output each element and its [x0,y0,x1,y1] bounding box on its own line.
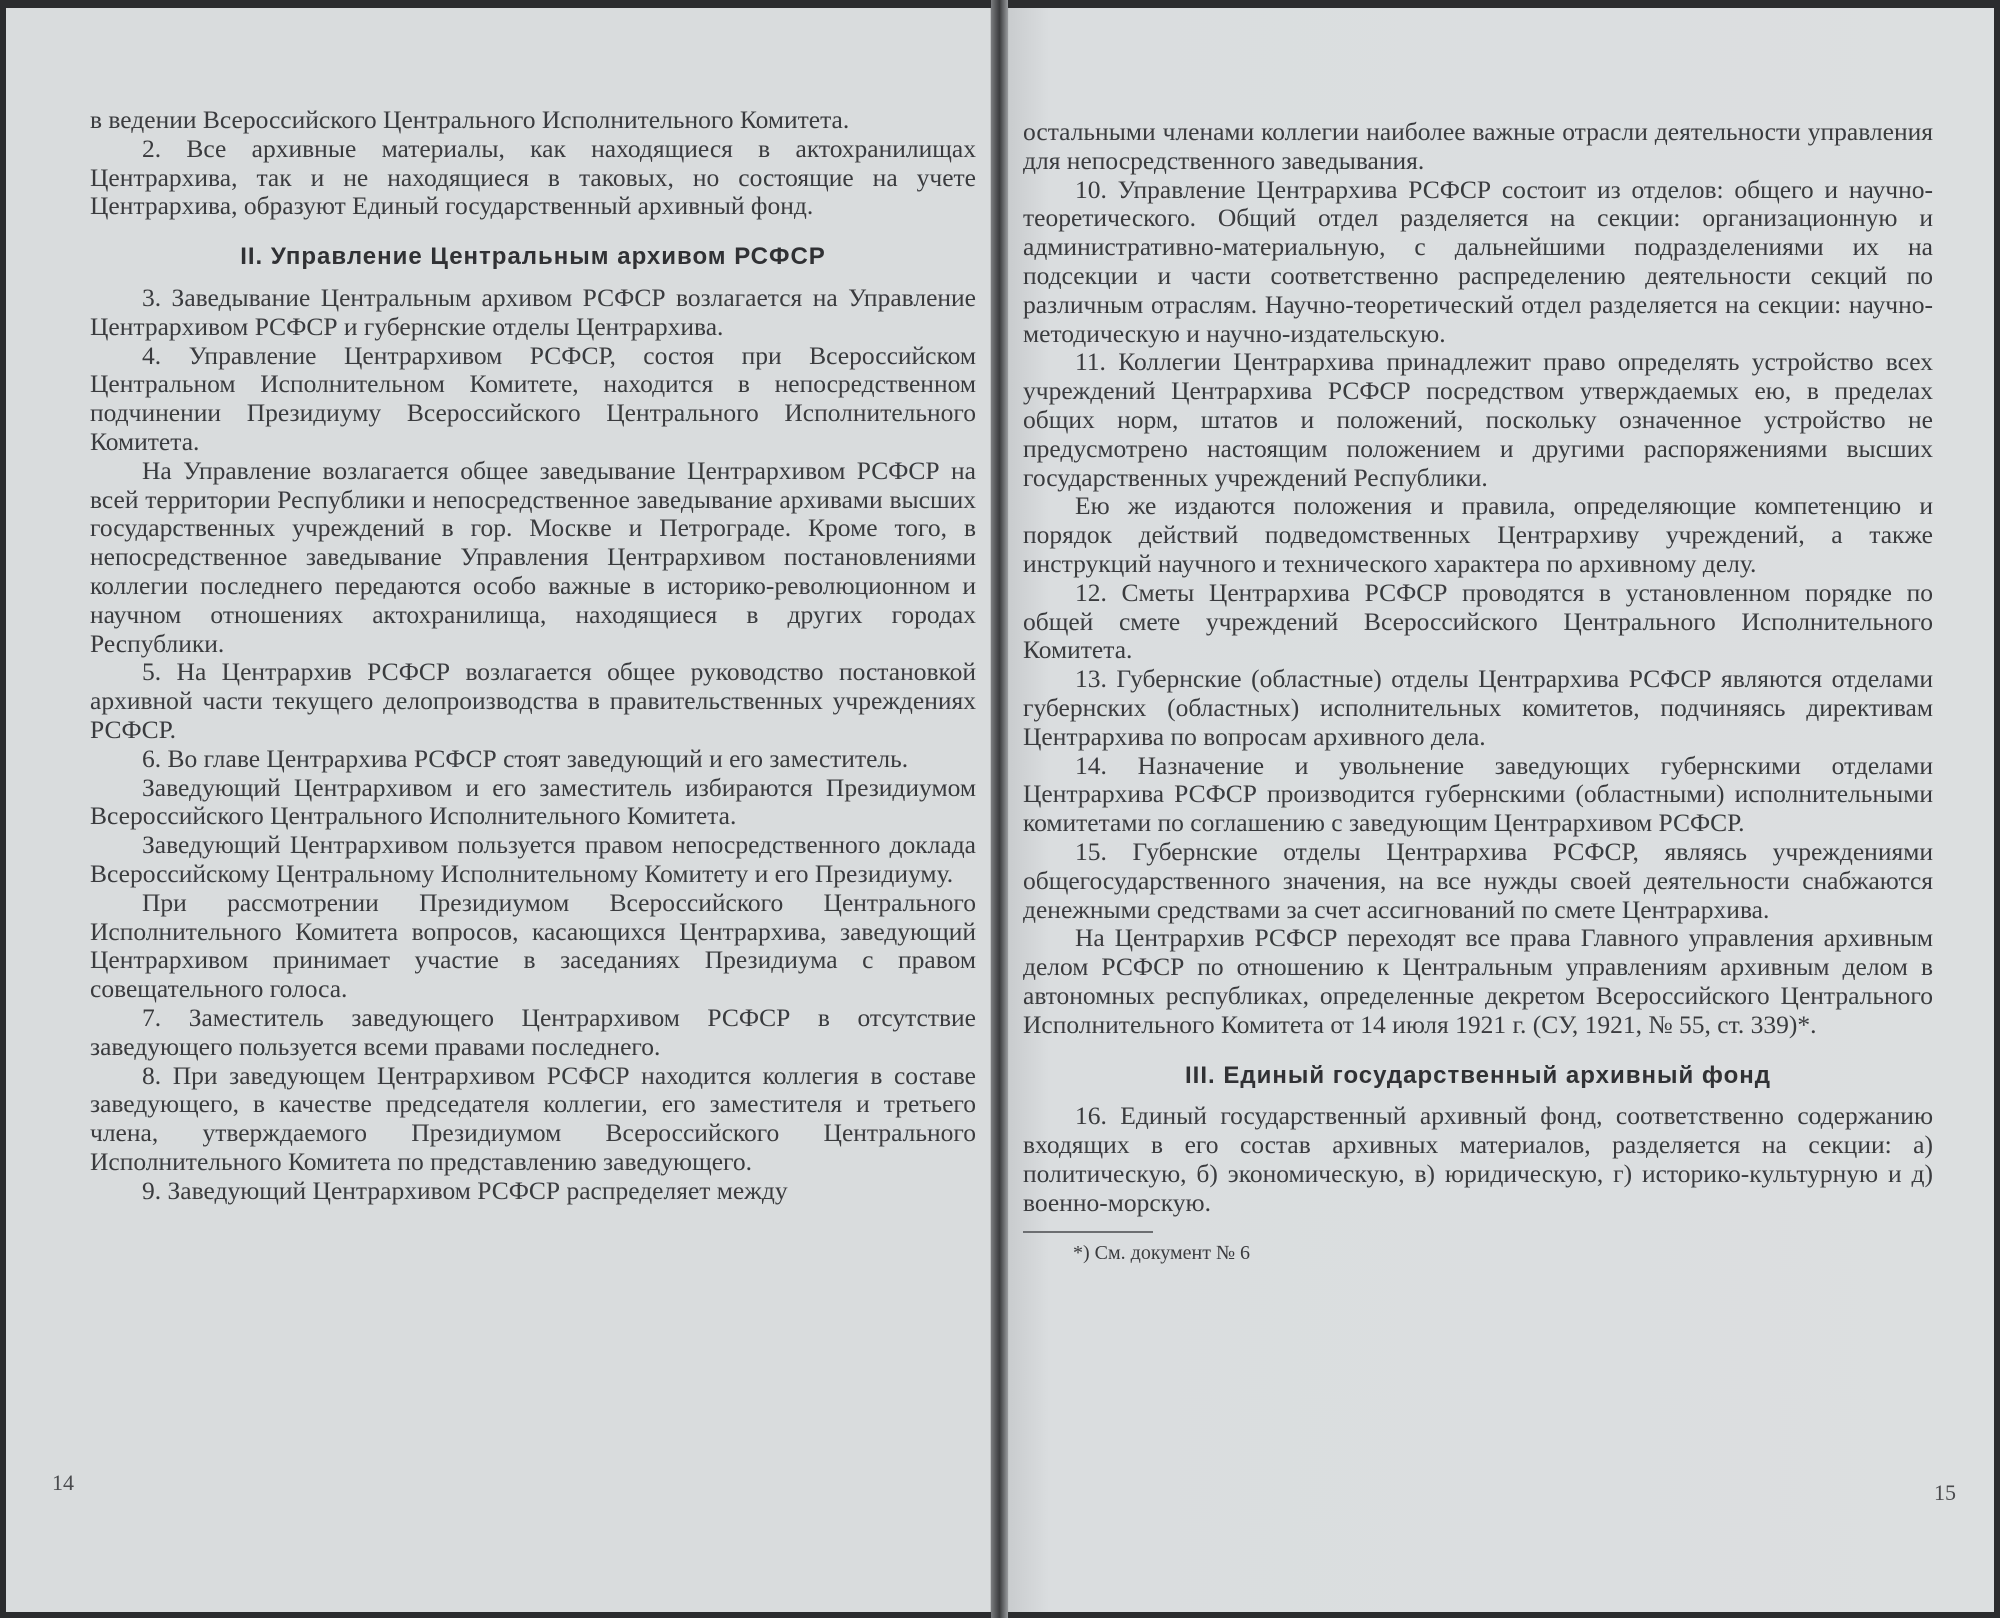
paragraph-5: 5. На Центрархив РСФСР возлагается общее руководство постановкой архивной части текущего делопроизводства в правительственных учреждениях РСФСР. [90,657,976,744]
left-page [6,8,991,1612]
paragraph-1-continuation: в ведении Всероссийского Центрального Исполнительного Комитета. [90,105,850,134]
right-page-text [1023,118,1933,1265]
paragraph-7: 7. Заместитель заведующего Центрархивом РСФСР в отсутствие заведующего пользуется всеми правами последнего. [90,1002,976,1061]
paragraph-14: 14. Назначение и увольнение заведующих губернскими отделами Центрархива РСФСР производится губернскими (областными) исполнительными комитетами по соглашению с заведующим Центрархивом РСФСР. [1023,750,1933,838]
section-3-heading: III. Единый государственный архивный фонд [1185,1061,1771,1089]
paragraph-3: 3. Заведывание Центральным архивом РСФСР возлагается на Управление Центрархивом РСФСР и губернские отделы Центрархива. [90,282,976,341]
paragraph-2: 2. Все архивные материалы, как находящиеся в актохранилищах Центрархива, так и не находящиеся в таковых, но состоящие на учете Центрархива, образуют Единый государственный архивный фонд. [90,133,976,221]
paragraph-13: 13. Губернские (областные) отделы Центрархива РСФСР являются отделами губернских (областных) исполнительных комитетов, подчиняясь директивам Центрархива по вопросам архивного дела. [1023,664,1933,751]
section-2-heading: II. Управление Центральным архивом РСФСР [240,243,826,271]
paragraph-4b: На Управление возлагается общее заведывание Центрархивом РСФСР на всей территории Республики и непосредственное заведывание архивами высших государственных учреждений в гор. Москве и Петрограде. Кроме того, в непосредственное заведывание Управления Центрархивом постановлениями коллегии последнего передаются особо важные в историко-революционном и научном отношениях актохранилища, находящиеся в других городах Республики. [90,455,976,658]
paragraph-6c: Заведующий Центрархивом пользуется правом непосредственного доклада Всероссийскому Центральному Исполнительному Комитету и его Президиуму. [90,830,976,888]
paragraph-10: 10. Управление Центрархива РСФСР состоит из отделов: общего и научно-теоретического. Общий отдел разделяется на секции: организационную и административно-материальную, с дальнейшими подразделениями их на подсекции и части соответственно распределению деятельности секций по различным отраслям. Научно-теоретический отдел разделяется на секции: научно-методическую и научно-издательскую. [1023,174,1933,348]
left-page-text [90,106,976,1205]
footnote-rule [1023,1231,1153,1233]
paragraph-6b: Заведующий Центрархивом и его заместитель избираются Президиумом Всероссийского Центрального Исполнительного Комитета. [90,772,976,831]
paragraph-8: 8. При заведующем Центрархивом РСФСР находится коллегия в составе заведующего, в качестве председателя коллегии, его заместителя и третьего члена, утверждаемого Президиумом Всероссийского Центрального Исполнительного Комитета по представлению заведующего. [90,1060,976,1176]
paragraph-16: 16. Единый государственный архивный фонд, соответственно содержанию входящих в его состав архивных материалов, разделяется на секции: а) политическую, б) экономическую, в) юридическую, г) историко-культурную и д) военно-морскую. [1023,1101,1933,1217]
page-number-right: 15 [1934,1480,1956,1505]
book-gutter [991,0,1008,1618]
paragraph-12: 12. Сметы Центрархива РСФСР проводятся в установленном порядке по общей смете учреждений Всероссийского Центрального Исполнительного Комитета. [1023,577,1933,665]
paragraph-15: 15. Губернские отделы Центрархива РСФСР, являясь учреждениями общегосударственного значения, на все нужды своей деятельности снабжаются денежными средствами за счет ассигнований по смете Центрархива. [1023,836,1933,924]
page-number-left: 14 [52,1470,74,1495]
paragraph-9-continuation: остальными членами коллегии наиболее важные отрасли деятельности управления для непосредственного заведывания. [1023,117,1933,175]
paragraph-6: 6. Во главе Центрархива РСФСР стоят заведующий и его заместитель. [142,743,909,773]
paragraph-11: 11. Коллегии Центрархива принадлежит право определять устройство всех учреждений Центрархива РСФСР посредством утверждаемых ею, в пределах общих норм, штатов и положений, поскольку означенное устройство не предусмотрено настоящим положением и другими распоряжениями высших государственных учреждений Республики. [1023,347,1933,492]
paragraph-11b: Ею же издаются положения и правила, определяющие компетенцию и порядок действий подведомственных Центрархиву учреждений, а также инструкций научного и технического характера по архивному делу. [1023,491,1933,578]
paragraph-6d: При рассмотрении Президиумом Всероссийского Центрального Исполнительного Комитета вопросов, касающихся Центрархива, заведующий Центрархивом принимает участие в заседаниях Президиума с правом совещательного голоса. [90,887,976,1004]
paragraph-9: 9. Заведующий Центрархивом РСФСР распределяет между [142,1175,788,1205]
paragraph-4: 4. Управление Центрархивом РСФСР, состоя при Всероссийском Центральном Исполнительном Комитете, находится в непосредственном подчинении Президиуму Всероссийского Центрального Исполнительного Комитета. [90,340,976,456]
footnote: *) См. документ № 6 [1073,1242,1251,1265]
right-page [1008,8,1994,1612]
paragraph-15b: На Центрархив РСФСР переходят все права Главного управления архивным делом РСФСР по отношению к Центральным управлениям архивным делом в автономных республиках, определенные декретом Всероссийского Центрального Исполнительного Комитета от 14 июля 1921 г. (СУ, 1921, № 55, ст. 339)*. [1023,923,1933,1039]
